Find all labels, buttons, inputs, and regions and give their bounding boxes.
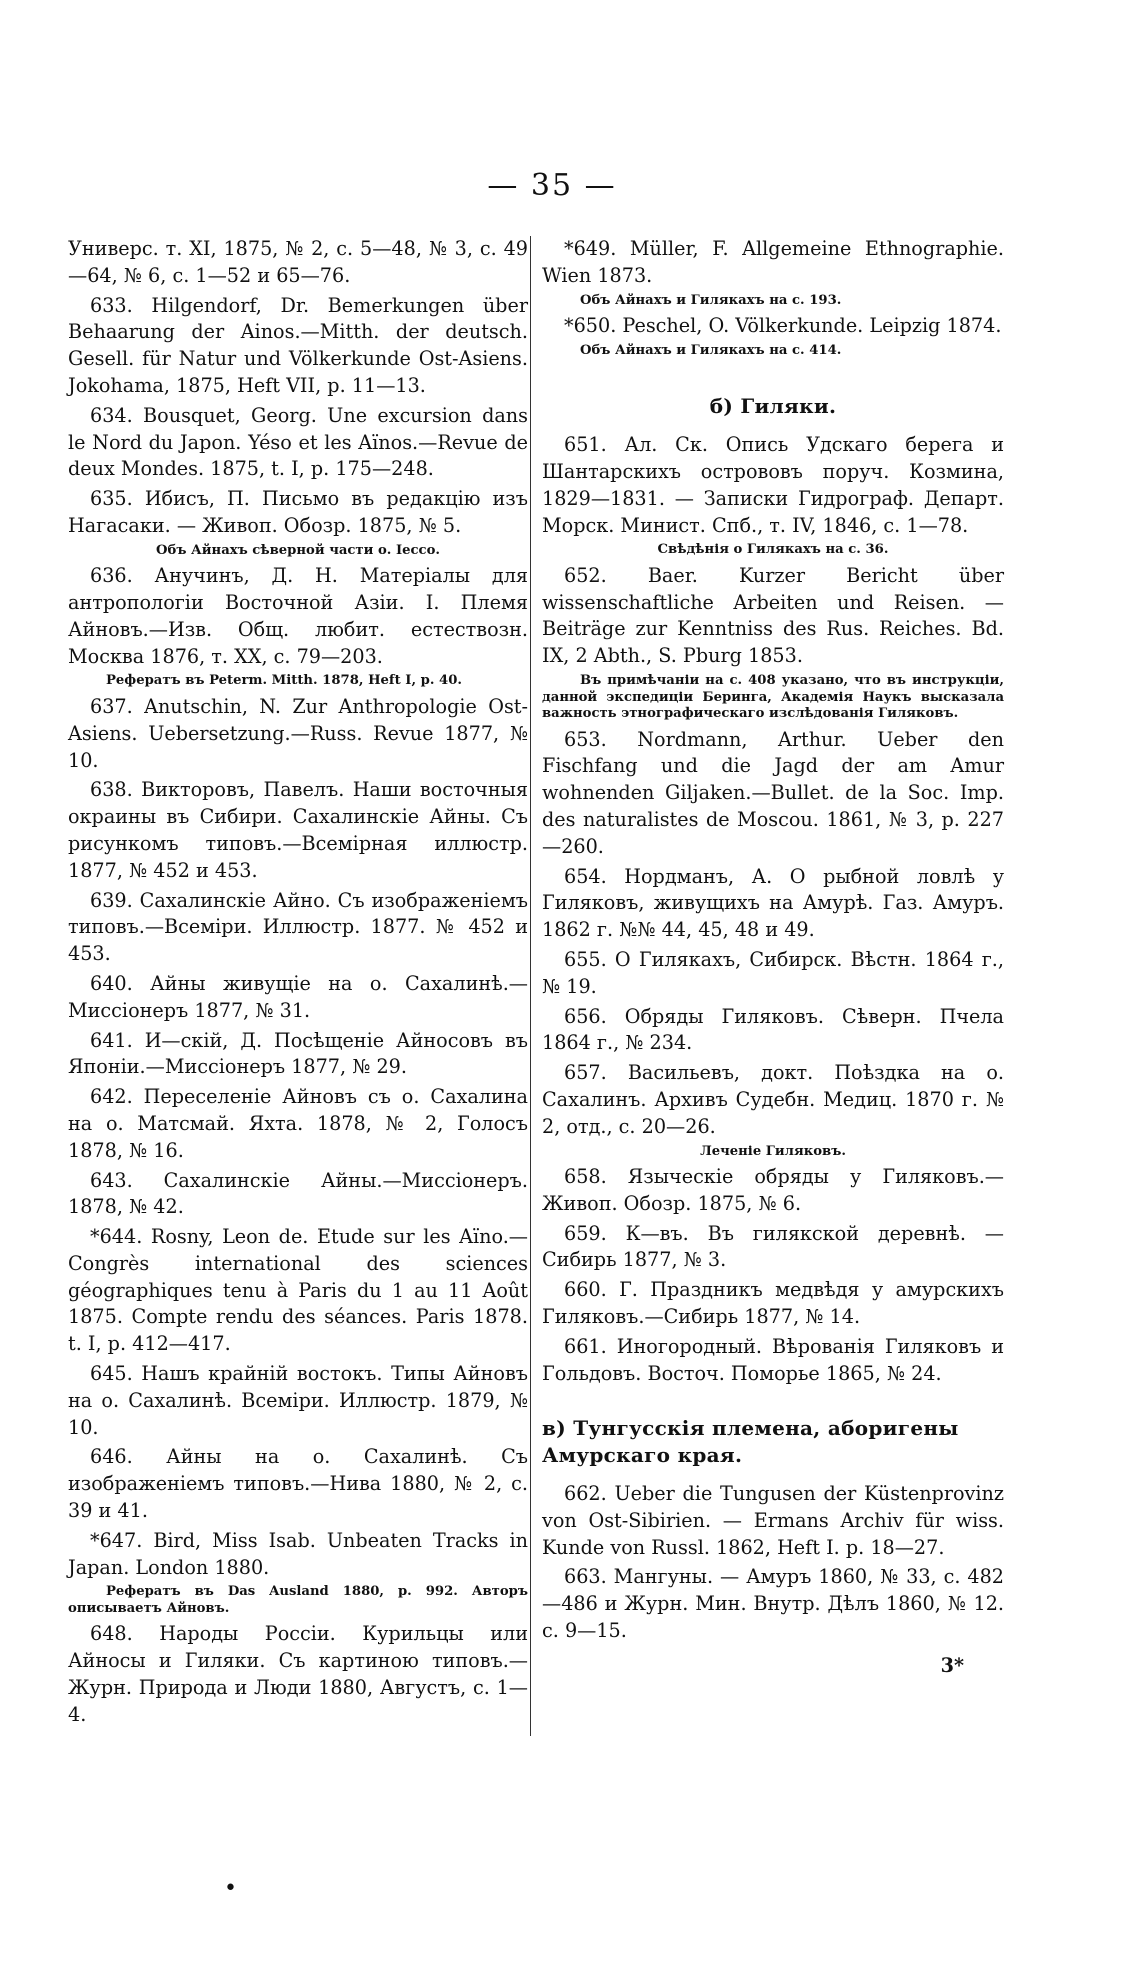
right-column [542,236,1004,1680]
entry-633: 633. Hilgendorf, Dr. Bemerkungen über Behaarung der Ainos.—Mitth. der deutsch. Gesell. für Natur und Völkerkunde Ost-Asiens. Jokohama, 1875, Heft VII, p. 11—13. [68,293,528,397]
stray-dot: • [224,1876,237,1901]
entry-639: 639. Сахалинскіе Айно. Съ изображеніемъ типовъ.—Всеміри. Иллюстр. 1877. № 452 и 453. [68,888,528,966]
note-657: Леченіе Гиляковъ. [700,1143,846,1159]
entry-646: 646. Айны на о. Сахалинѣ. Съ изображеніемъ типовъ.—Нива 1880, № 2, с. 39 и 41. [68,1445,528,1523]
column-divider [530,236,531,1736]
entry-662: 662. Ueber die Tungusen der Küstenprovinz von Ost-Sibirien. — Ermans Archiv für wiss. Kunde von Russl. 1862, Heft I. p. 18—27. [542,1481,1004,1559]
section-title-tungus [542,1415,1004,1469]
entry-655: 655. О Гилякахъ, Сибирск. Вѣстн. 1864 г., № 19. [542,947,1004,998]
entry-658: 658. Языческіе обряды у Гиляковъ.— Живоп. Обозр. 1875, № 6. [542,1165,1004,1215]
left-column [68,236,528,1732]
entry-653: 653. Nordmann, Arthur. Ueber den Fischfang und die Jagd der am Amur wohnenden Giljaken.—Bullet. de la Soc. Imp. des naturalistes de Moscou. 1861, № 3, p. 227—260. [542,727,1004,858]
entry-661: 661. Иногородный. Вѣрованія Гиляковъ и Гольдовъ. Восточ. Поморье 1865, № 24. [542,1334,1004,1385]
signature-mark: 3* [940,1653,964,1677]
note-636: Рефератъ въ Peterm. Mitth. 1878, Heft I, p. 40. [106,673,462,689]
entry-634: 634. Bousquet, Georg. Une excursion dans le Nord du Japon. Yéso et les Aïnos.—Revue de deux Mondes. 1875, t. I, p. 175—248. [68,403,528,481]
note-652: Въ примѣчаніи на с. 408 указано, что въ инструкціи, данной экспедиціи Беринга, Академія Наукъ высказала важность этнографическаго изслѣдованія Гиляковъ. [542,673,1004,722]
entry-635: 635. Ибисъ, П. Письмо въ редакцію изъ Нагасаки. — Живоп. Обозр. 1875, № 5. [68,487,528,537]
note-649: Объ Айнахъ и Гилякахъ на с. 193. [580,292,842,308]
entry-636: 636. Анучинъ, Д. Н. Матеріалы для антропологіи Восточной Азіи. I. Племя Айновъ.—Изв. Общ. любит. естествозн. Москва 1876, т. XX, с. 79—203. [68,564,528,668]
entry-648: 648. Народы Россіи. Курильцы или Айносы и Гиляки. Съ картиною типовъ.— Журн. Природа и Люди 1880, Августъ, с. 1—4. [68,1622,528,1726]
entry-654: 654. Нордманъ, А. О рыбной ловлѣ у Гиляковъ, живущихъ на Амурѣ. Газ. Амуръ. 1862 г. №№ 44, 45, 48 и 49. [542,864,1004,942]
entry-649: *649. Müller, F. Allgemeine Ethnographie. Wien 1873. [542,237,1004,287]
page-number: — 35 — [487,168,617,203]
entry-continuation: Универс. т. XI, 1875, № 2, с. 5—48, № 3, с. 49—64, № 6, с. 1—52 и 65—76. [68,237,528,287]
entry-660: 660. Г. Праздникъ медвѣдя у амурскихъ Гиляковъ.—Сибирь 1877, № 14. [542,1278,1004,1328]
entry-644: *644. Rosny, Leon de. Etude sur les Aïno.—Congrès international des sciences géographiques tenu à Paris du 1 au 11 Août 1875. Compte rendu des séances. Paris 1878. t. I, p. 412—417. [68,1225,528,1356]
entry-645: 645. Нашъ крайній востокъ. Типы Айновъ на о. Сахалинѣ. Всеміри. Иллюстр. 1879, № 10. [68,1362,528,1439]
entry-652: 652. Baer. Kurzer Bericht über wissenschaftliche Arbeiten und Reisen. — Beiträge zur Kenntniss des Rus. Reiches. Bd. IX, 2 Abth., S. Pburg 1853. [542,563,1004,668]
entry-641: 641. И—скій, Д. Посѣщеніе Айносовъ въ Японіи.—Миссіонеръ 1877, № 29. [68,1028,528,1079]
note-647: Рефератъ въ Das Ausland 1880, p. 992. Авторъ описываетъ Айновъ. [68,1584,528,1616]
entry-637: 637. Anutschin, N. Zur Anthropologie Ost-Asiens. Uebersetzung.—Russ. Revue 1877, № 10. [68,694,528,772]
entry-651: 651. Ал. Ск. Опись Удскаго берега и Шантарскихъ острововъ поруч. Козмина, 1829—1831. — Записки Гидрограф. Департ. Морск. Минист. Спб., т. IV, 1846, с. 1—78. [542,433,1004,537]
section-title-tungus-text: в) Тунгусскія племена, аборигены Амурскаго края. [542,1416,959,1468]
entry-650: *650. Peschel, O. Völkerkunde. Leipzig 1874. [564,314,1002,338]
note-650: Объ Айнахъ и Гилякахъ на с. 414. [580,342,842,358]
entry-642: 642. Переселеніе Айновъ съ о. Сахалина на о. Матсмай. Яхта. 1878, № 2, Голосъ 1878, № 16. [68,1085,528,1162]
entry-656: 656. Обряды Гиляковъ. Сѣверн. Пчела 1864 г., № 234. [542,1004,1004,1055]
entry-643: 643. Сахалинскіе Айны.—Миссіонеръ. 1878, № 42. [68,1168,528,1219]
section-title-gilyaki-text: б) Гиляки. [709,394,837,419]
note-651: Свѣдѣнія о Гилякахъ на с. 36. [657,542,889,558]
entry-659: 659. К—въ. Въ гилякской деревнѣ. — Сибирь 1877, № 3. [542,1221,1004,1272]
entry-663: 663. Мангуны. — Амуръ 1860, № 33, с. 482—486 и Журн. Мин. Внутр. Дѣлъ 1860, № 12. с. 9—15. [542,1565,1004,1642]
section-title-gilyaki [542,393,1004,420]
note-635: Объ Айнахъ сѣверной части о. Іессо. [156,542,440,558]
entry-647: *647. Bird, Miss Isab. Unbeaten Tracks in Japan. London 1880. [68,1528,528,1579]
entry-640: 640. Айны живущіе на о. Сахалинѣ.— Миссіонеръ 1877, № 31. [68,971,528,1022]
entry-638: 638. Викторовъ, Павелъ. Наши восточныя окраины въ Сибири. Сахалинскіе Айны. Съ рисункомъ типовъ.—Всемірная иллюстр. 1877, № 452 и 453. [68,778,528,882]
entry-657: 657. Васильевъ, докт. Поѣздка на о. Сахалинъ. Архивъ Судебн. Медиц. 1870 г. № 2, отд., с. 20—26. [542,1061,1004,1138]
